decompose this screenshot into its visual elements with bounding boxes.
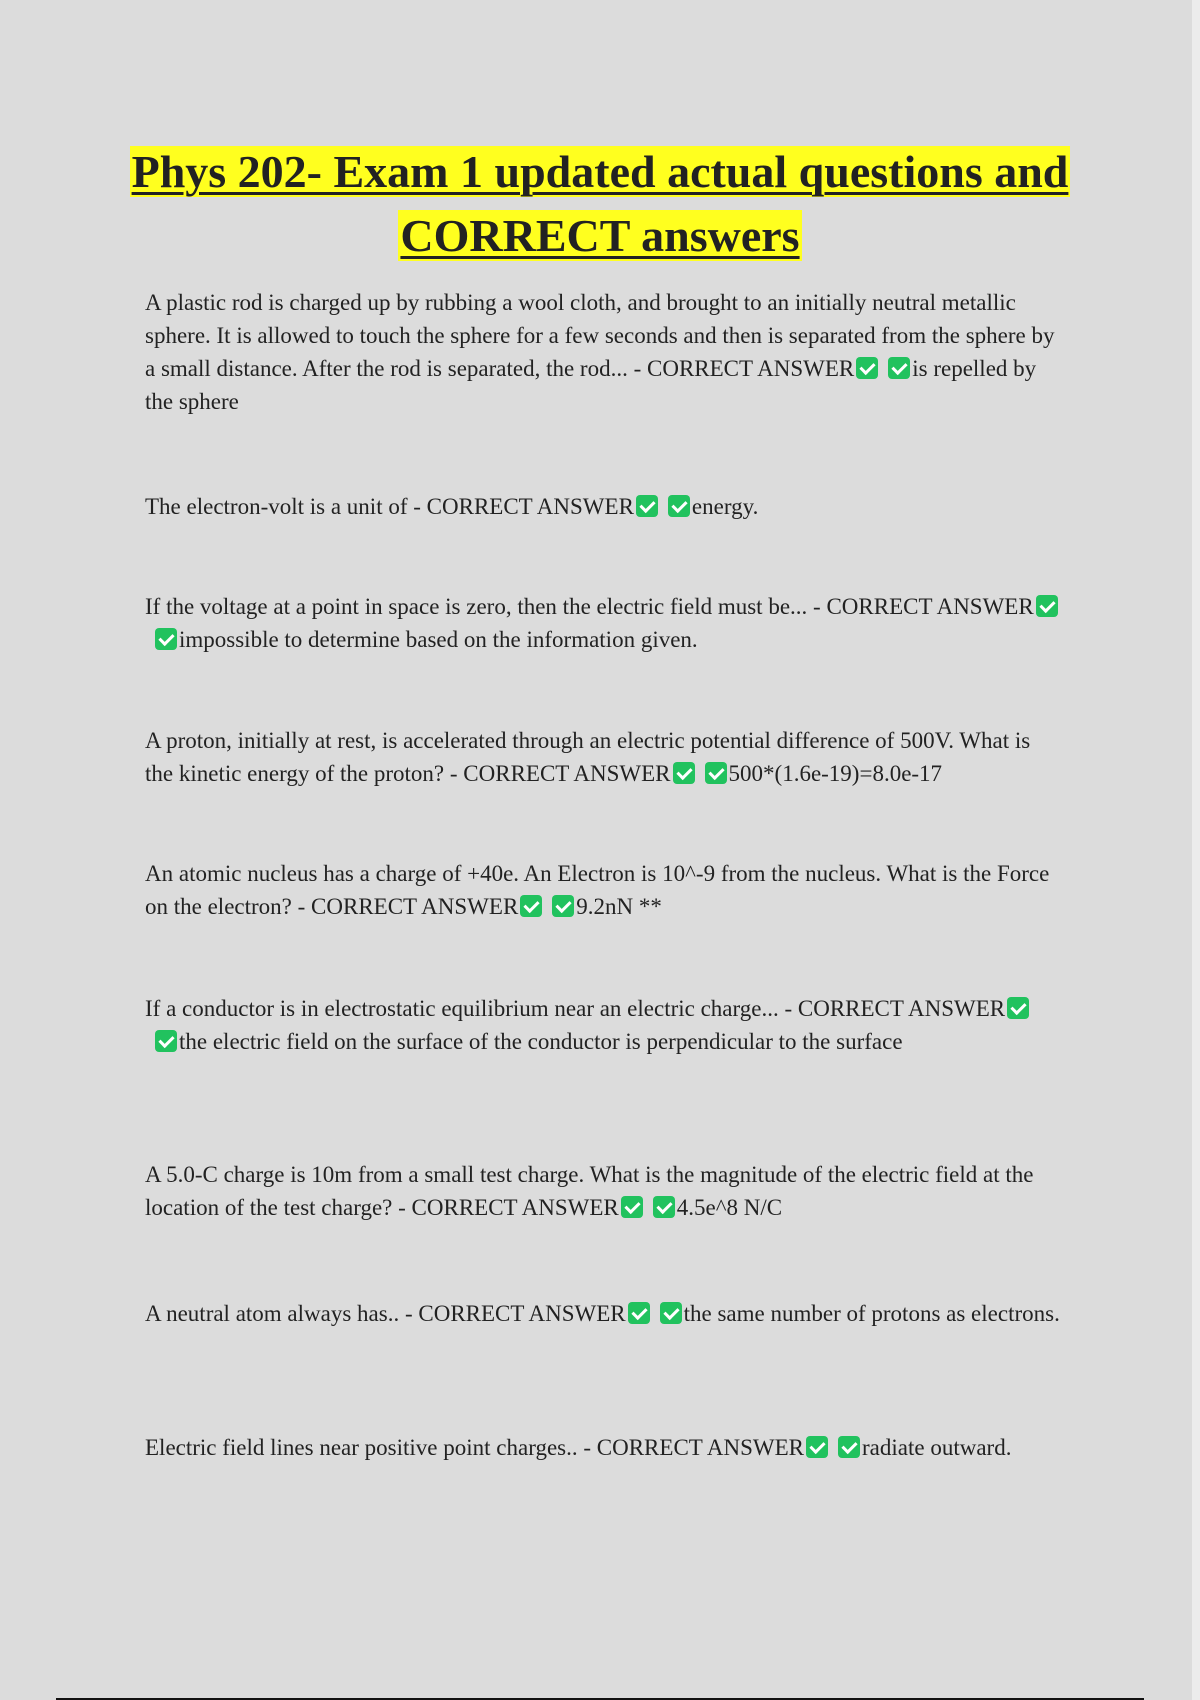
green-check-box-icon	[636, 495, 658, 517]
green-check-box-icon	[673, 762, 695, 784]
green-check-box-icon	[155, 1030, 177, 1052]
green-check-box-icon	[1036, 595, 1058, 617]
answer-text: energy.	[691, 494, 759, 519]
qa-item-1	[145, 286, 1060, 418]
question-text: A 5.0-C charge is 10m from a small test charge. What is the magnitude of the electric field at the location of the test charge? - CORRECT ANSWER	[145, 1162, 1034, 1220]
green-check-box-icon	[888, 357, 910, 379]
question-text: A proton, initially at rest, is accelerated through an electric potential difference of 500V. What is the kinetic energy of the proton? - CORRECT ANSWER	[145, 728, 1031, 786]
green-check-box-icon	[155, 628, 177, 650]
qa-item-8	[145, 1297, 1060, 1330]
qa-item-7	[145, 1158, 1060, 1224]
answer-text: 9.2nN **	[576, 894, 662, 919]
green-check-box-icon	[705, 762, 727, 784]
answer-text: the electric field on the surface of the conductor is perpendicular to the surface	[179, 1029, 903, 1054]
answer-text: 500*(1.6e-19)=8.0e-17	[728, 761, 943, 786]
question-text: A plastic rod is charged up by rubbing a wool cloth, and brought to an initially neutral metallic sphere. It is allowed to touch the sphere for a few seconds and then is separated from the sphere by a small distance. After the rod is separated, the rod... - CORRECT ANSWER	[145, 290, 1055, 381]
qa-item-9	[145, 1431, 1060, 1464]
answer-text: impossible to determine based on the information given.	[179, 627, 698, 652]
green-check-box-icon	[520, 895, 542, 917]
green-check-box-icon	[838, 1436, 860, 1458]
document-title	[100, 140, 1100, 268]
green-check-box-icon	[628, 1302, 650, 1324]
question-text: A neutral atom always has.. - CORRECT ANSWER	[145, 1301, 626, 1326]
answer-text: radiate outward.	[862, 1435, 1012, 1460]
answer-text: is repelled by the sphere	[145, 356, 1037, 414]
question-text: An atomic nucleus has a charge of +40e. An Electron is 10^-9 from the nucleus. What is the Force on the electron? - CORRECT ANSWER	[145, 861, 1050, 919]
qa-item-5	[145, 857, 1060, 923]
green-check-box-icon	[856, 357, 878, 379]
qa-item-6	[145, 992, 1060, 1058]
green-check-box-icon	[621, 1196, 643, 1218]
page-edge	[1192, 0, 1200, 1700]
highlighted-title-text: Phys 202- Exam 1 updated actual questions and CORRECT answers	[131, 146, 1069, 261]
green-check-box-icon	[668, 495, 690, 517]
green-check-box-icon	[660, 1302, 682, 1324]
qa-item-2	[145, 490, 1060, 523]
question-text: If the voltage at a point in space is zero, then the electric field must be... - CORRECT ANSWER	[145, 594, 1034, 619]
green-check-box-icon	[552, 895, 574, 917]
question-text: The electron-volt is a unit of - CORRECT ANSWER	[145, 494, 634, 519]
green-check-box-icon	[1007, 997, 1029, 1019]
green-check-box-icon	[653, 1196, 675, 1218]
question-text: Electric field lines near positive point charges.. - CORRECT ANSWER	[145, 1435, 805, 1460]
answer-text: the same number of protons as electrons.	[683, 1301, 1060, 1326]
answer-text: 4.5e^8 N/C	[676, 1195, 783, 1220]
green-check-box-icon	[806, 1436, 828, 1458]
qa-item-3	[145, 590, 1060, 656]
question-text: If a conductor is in electrostatic equilibrium near an electric charge... - CORRECT ANSWER	[145, 996, 1006, 1021]
qa-item-4	[145, 724, 1060, 790]
